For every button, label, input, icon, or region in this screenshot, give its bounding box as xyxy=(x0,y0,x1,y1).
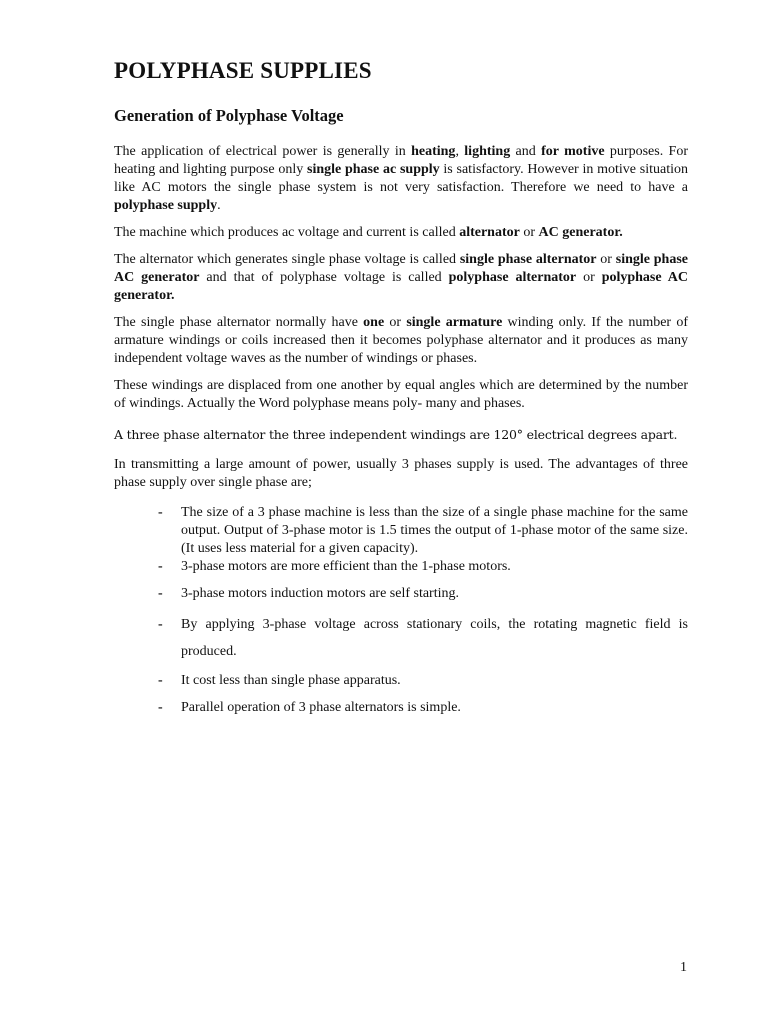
bullet-dash: - xyxy=(158,559,163,574)
bullet-dash: - xyxy=(158,617,163,632)
bullet-dash: - xyxy=(158,700,163,715)
list-item: - Parallel operation of 3 phase alternators is simple. xyxy=(114,694,688,721)
section-heading: Generation of Polyphase Voltage xyxy=(114,106,344,125)
paragraph-transmission: In transmitting a large amount of power, usually 3 phases supply is used. The advantages of three phase supply over single phase are; xyxy=(114,457,688,490)
paragraph-alternator-definition: The machine which produces ac voltage and current is called alternator or AC generator. xyxy=(114,225,623,240)
list-item: - By applying 3-phase voltage across stationary coils, the rotating magnetic field is produced. xyxy=(114,611,688,665)
paragraph-single-vs-poly: The alternator which generates single phase voltage is called single phase alternator or single phase AC generator and that of polyphase voltage is called polyphase alternator or polyphase AC generator. xyxy=(114,252,688,303)
page-number: 1 xyxy=(680,960,687,975)
page-title: POLYPHASE SUPPLIES xyxy=(114,58,372,83)
list-item: - It cost less than single phase apparatus. xyxy=(114,667,688,694)
bullet-dash: - xyxy=(158,673,163,688)
advantages-list xyxy=(114,504,688,721)
bullet-dash: - xyxy=(158,505,163,520)
document-body xyxy=(114,143,688,721)
list-item: - The size of a 3 phase machine is less than the size of a single phase machine for the same output. Output of 3-phase motor is 1.5 times the output of 1-phase motor of the same size. (It uses less material for a given capacity). xyxy=(158,505,688,556)
list-item: - 3-phase motors are more efficient than the 1-phase motors. xyxy=(158,559,511,574)
paragraph-armature-winding: The single phase alternator normally have one or single armature winding only. If the number of armature windings or coils increased then it becomes polyphase alternator and it produces as many independent voltage waves as the number of windings or phases. xyxy=(114,315,688,366)
bullet-dash: - xyxy=(158,586,163,601)
paragraph-applications: The application of electrical power is generally in heating, lighting and for motive purposes. For heating and lighting purpose only single phase ac supply is satisfactory. However in motive situation like AC motors the single phase system is not very satisfaction. Therefore we need to have a polyphase supply. xyxy=(114,144,688,213)
list-item: - 3-phase motors induction motors are self starting. xyxy=(158,586,459,601)
paragraph-three-phase-angle: A three phase alternator the three independent windings are 120° electrical degrees apart. xyxy=(114,427,678,442)
paragraph-windings-displaced: These windings are displaced from one another by equal angles which are determined by the number of windings. Actually the Word polyphase means poly- many and phases. xyxy=(114,378,688,411)
